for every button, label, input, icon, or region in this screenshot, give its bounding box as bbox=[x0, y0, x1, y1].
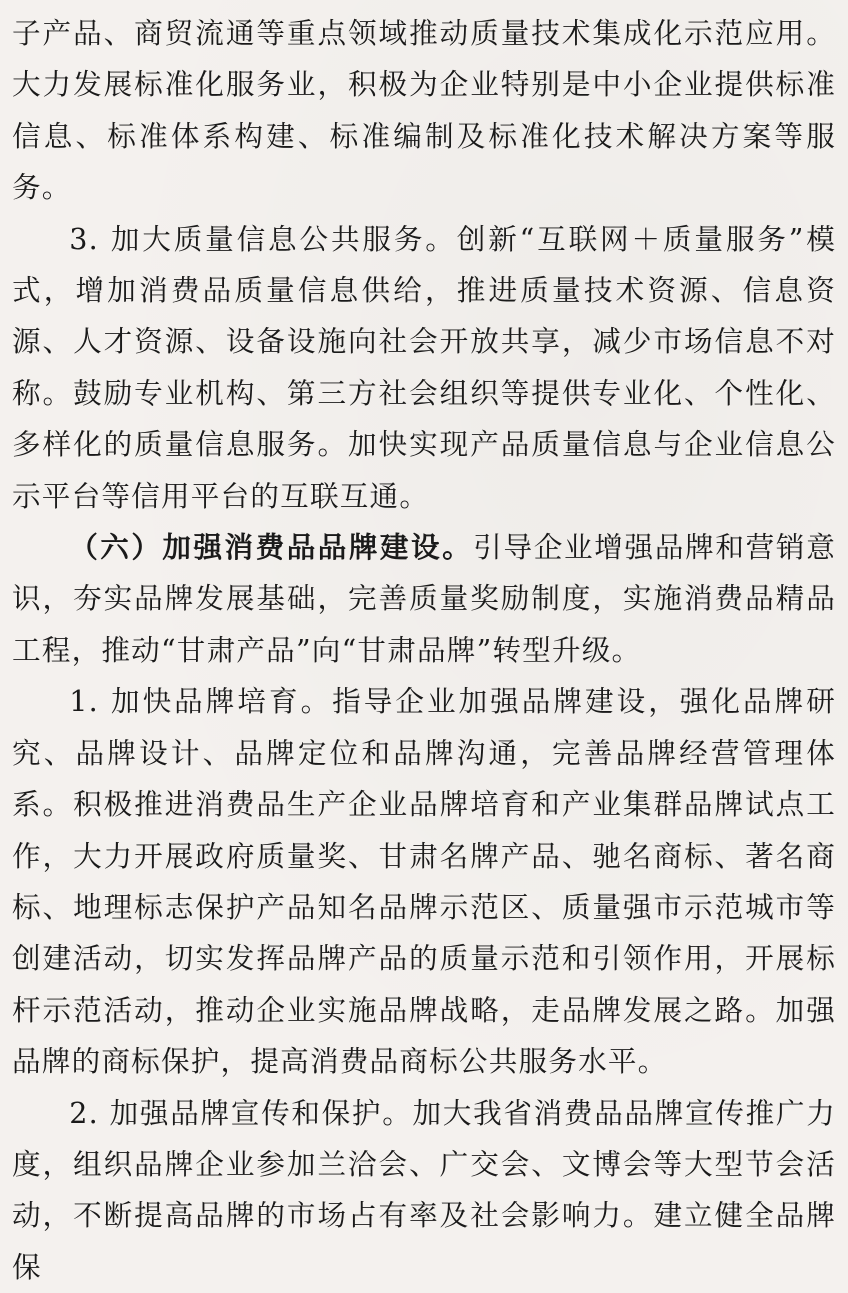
paragraph-text: 子产品、商贸流通等重点领域推动质量技术集成化示范应用。大力发展标准化服务业，积极为企业特别是中小企业提供标准信息、标准体系构建、标准编制及标准化技术解决方案等服务。 bbox=[12, 16, 836, 205]
paragraph-text: 引导企业增强品牌和营销意识，夯实品牌发展基础，完善质量奖励制度，实施消费品精品工程，推动“甘肃产品”向“甘肃品牌”转型升级。 bbox=[12, 530, 836, 667]
paragraph-text: 2. 加强品牌宣传和保护。加大我省消费品品牌宣传推广力度，组织品牌企业参加兰洽会、广交会、文博会等大型节会活动，不断提高品牌的市场占有率及社会影响力。建立健全品牌保 bbox=[12, 1095, 836, 1284]
paragraph-brand-promotion bbox=[12, 1088, 836, 1293]
paragraph-quality-info-services bbox=[12, 214, 836, 522]
paragraph-text: 3. 加大质量信息公共服务。创新“互联网＋质量服务”模式，增加消费品质量信息供给，推进质量技术资源、信息资源、人才资源、设备设施向社会开放共享，减少市场信息不对称。鼓励专业机构、第三方社会组织等提供专业化、个性化、多样化的质量信息服务。加快实现产品质量信息与企业信息公示平台等信用平台的互联互通。 bbox=[12, 221, 836, 513]
paragraph-brand-building-section bbox=[12, 522, 836, 676]
paragraph-standardization-services bbox=[12, 8, 836, 214]
paragraph-text: 1. 加快品牌培育。指导企业加强品牌建设，强化品牌研究、品牌设计、品牌定位和品牌沟通，完善品牌经营管理体系。积极推进消费品生产企业品牌培育和产业集群品牌试点工作，大力开展政府质量奖、甘肃名牌产品、驰名商标、著名商标、地理标志保护产品知名品牌示范区、质量强市示范城市等创建活动，切实发挥品牌产品的质量示范和引领作用，开展标杆示范活动，推动企业实施品牌战略，走品牌发展之路。加强品牌的商标保护，提高消费品商标公共服务水平。 bbox=[12, 684, 836, 1079]
paragraph-brand-cultivation bbox=[12, 676, 836, 1087]
section-heading: （六）加强消费品品牌建设。 bbox=[69, 530, 474, 565]
